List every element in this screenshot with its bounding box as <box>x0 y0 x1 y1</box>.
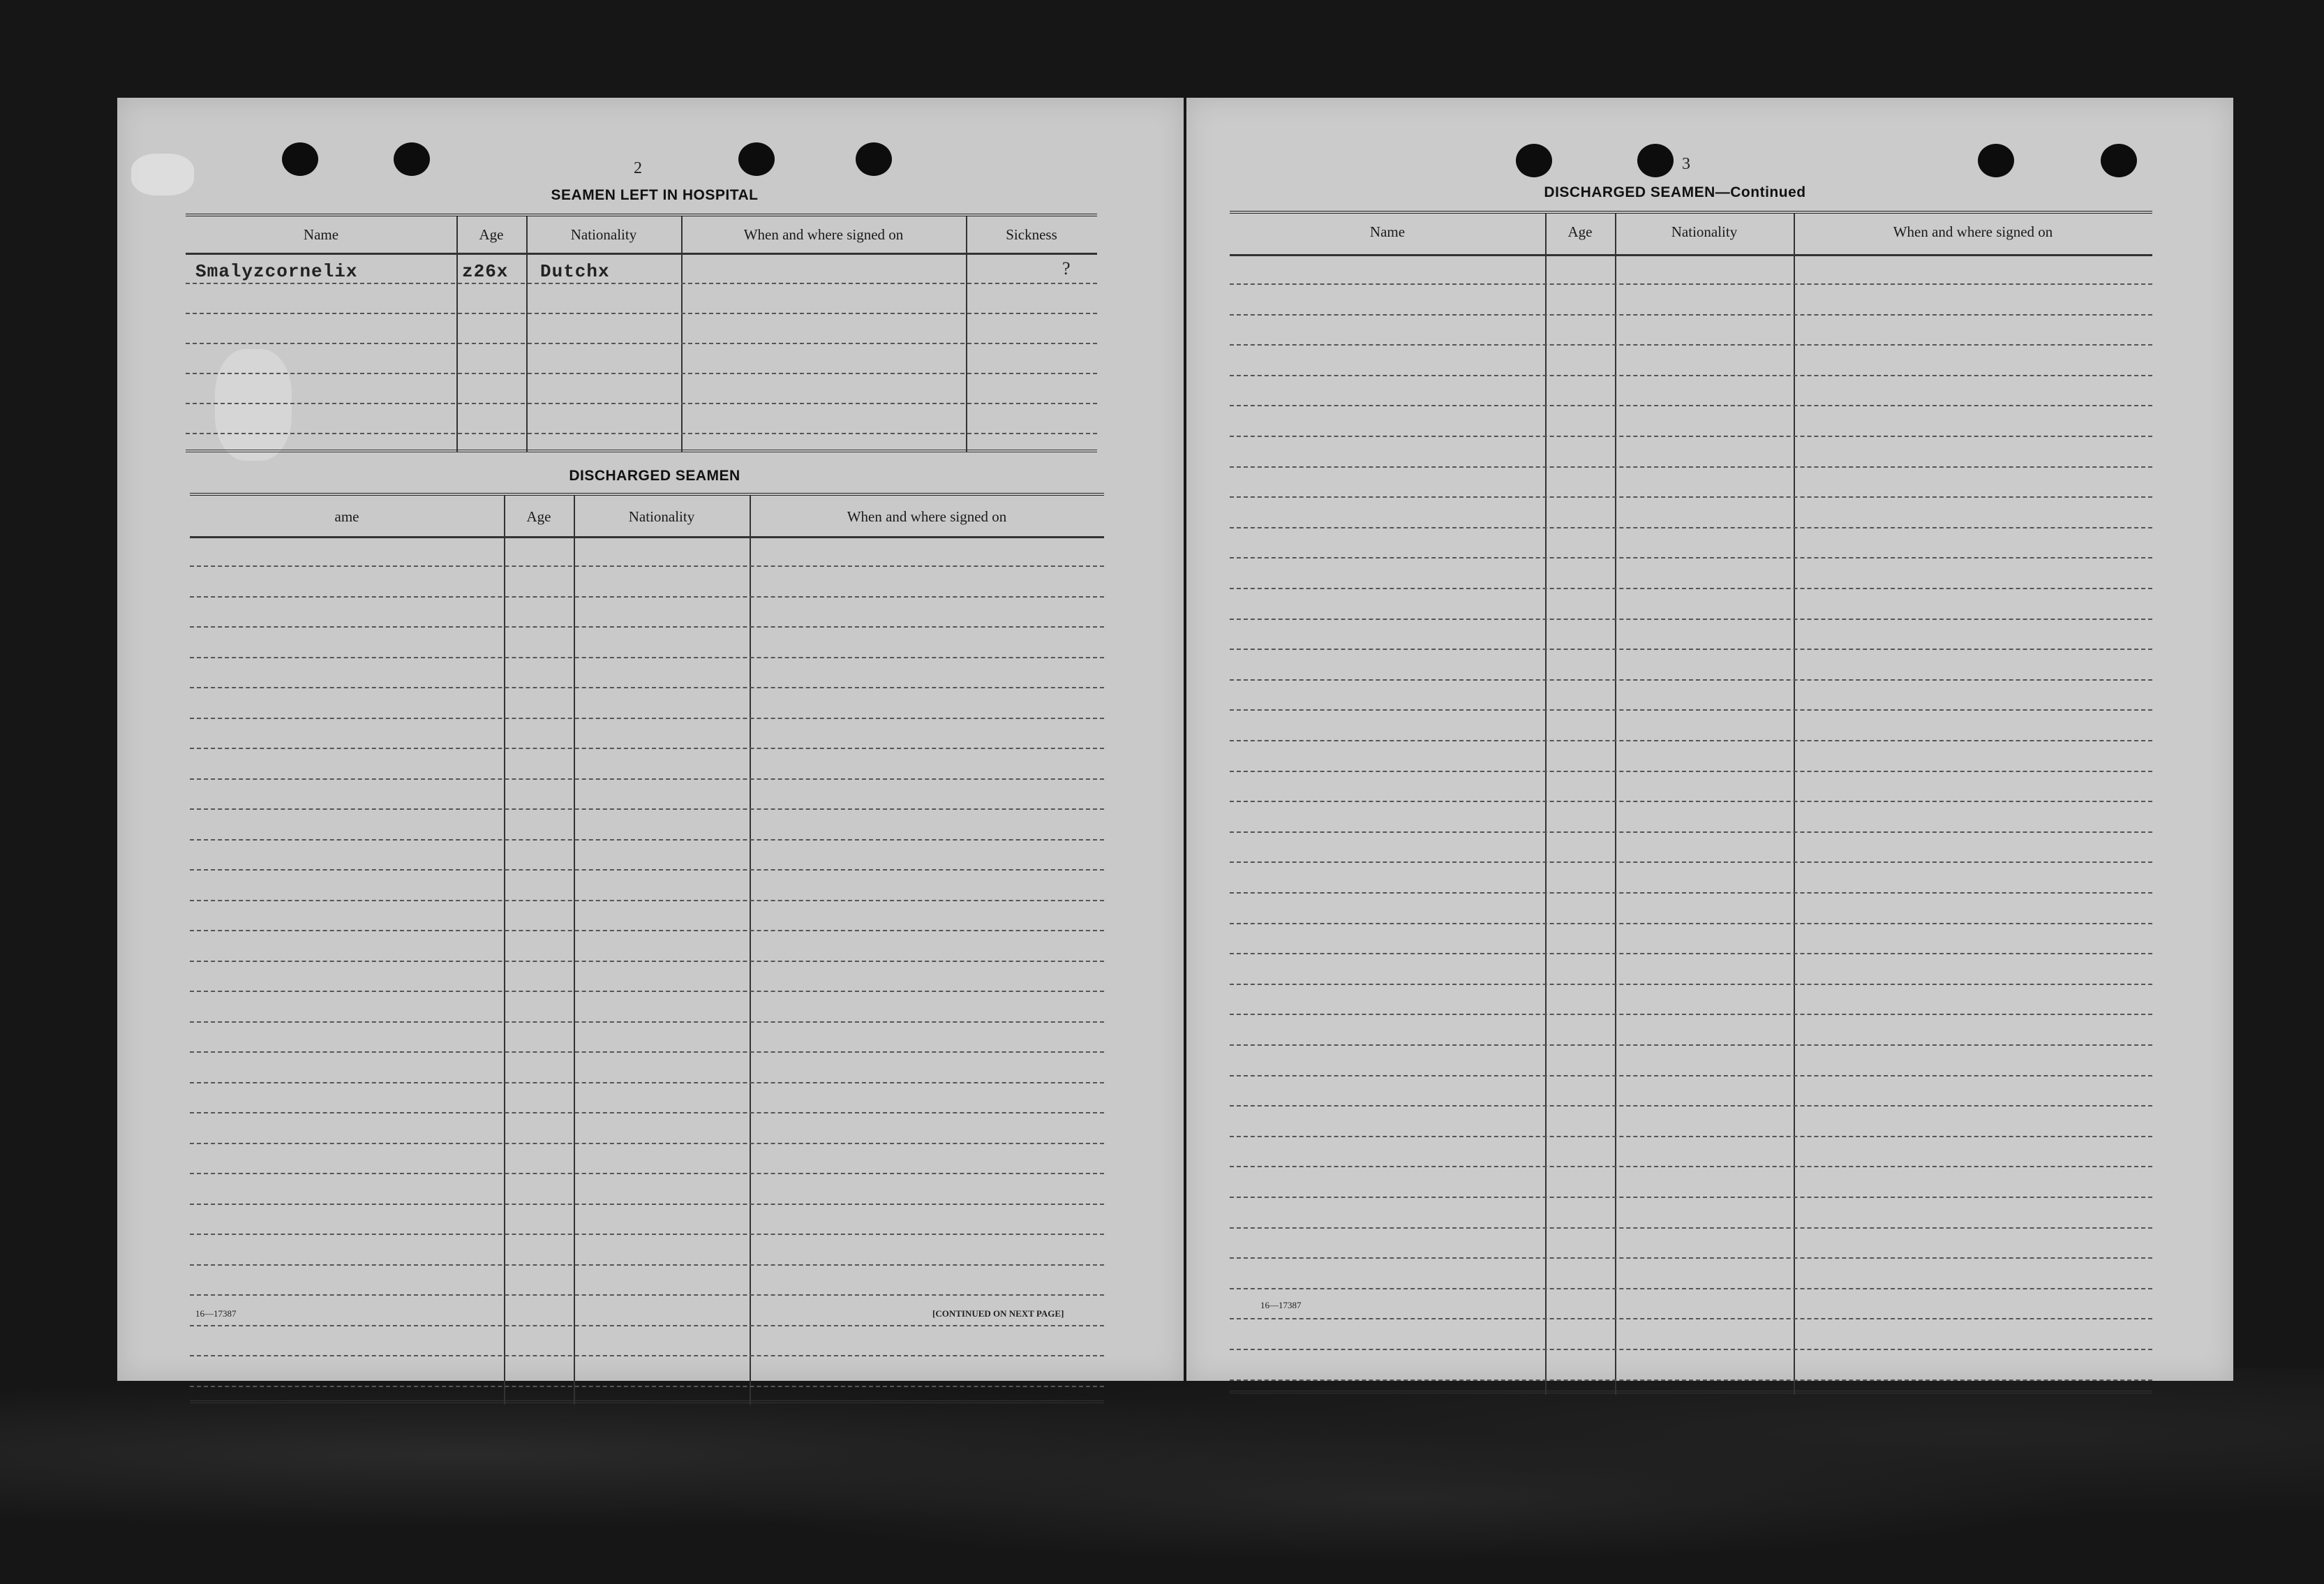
row-rule <box>1230 861 2152 863</box>
column-divider <box>1794 214 1795 1395</box>
column-divider <box>1615 214 1616 1395</box>
table-header <box>186 216 1097 255</box>
row-rule <box>1230 984 2152 985</box>
punch-hole <box>1516 144 1552 177</box>
row-rule <box>190 1264 1104 1266</box>
row-rule <box>190 565 1104 567</box>
row-rule <box>1230 740 2152 741</box>
row-rule <box>190 657 1104 658</box>
row-rule <box>1230 1136 2152 1137</box>
column-divider <box>1545 214 1547 1395</box>
row-rule <box>1230 1227 2152 1229</box>
row-rule <box>190 869 1104 871</box>
row-rule <box>190 1051 1104 1053</box>
column-header-age: Age <box>479 226 504 243</box>
column-divider <box>504 496 505 1405</box>
row-rule <box>190 626 1104 628</box>
row-rule <box>1230 557 2152 558</box>
discharged-table <box>190 493 1104 1405</box>
hospital-entry-nationality: Dutchx <box>540 261 610 282</box>
row-rule <box>1230 771 2152 772</box>
row-rule <box>190 1386 1104 1387</box>
row-rule <box>1230 1044 2152 1046</box>
column-header-nationality: Nationality <box>570 226 637 243</box>
discharged-continued-table <box>1230 211 2152 1395</box>
row-rule <box>1230 831 2152 833</box>
row-rule <box>1230 1288 2152 1289</box>
column-divider <box>574 496 575 1405</box>
page-number: 2 <box>634 159 642 177</box>
row-rule <box>190 1355 1104 1356</box>
form-number: 16—17387 <box>1260 1300 1302 1310</box>
row-rule <box>186 373 1097 374</box>
row-rule <box>1230 496 2152 498</box>
punch-hole <box>738 142 775 176</box>
hospital-table <box>186 214 1097 452</box>
column-header-name: Name <box>1369 223 1406 240</box>
row-rule <box>1230 1075 2152 1076</box>
row-rule <box>190 808 1104 810</box>
table-header <box>190 496 1104 538</box>
row-rule <box>190 1234 1104 1235</box>
row-rule <box>190 1021 1104 1023</box>
row-rule <box>190 1173 1104 1174</box>
row-rule <box>1230 953 2152 954</box>
column-divider <box>681 216 683 452</box>
hospital-section-title: SEAMEN LEFT IN HOSPITAL <box>551 187 759 203</box>
row-rule <box>1230 1197 2152 1198</box>
row-rule <box>1230 801 2152 802</box>
column-divider <box>750 496 751 1405</box>
row-rule <box>1230 1379 2152 1381</box>
row-rule <box>1230 588 2152 589</box>
row-rule <box>190 1143 1104 1144</box>
row-rule <box>186 313 1097 314</box>
row-rule <box>186 343 1097 344</box>
left-page <box>117 98 1184 1381</box>
punch-hole <box>394 142 430 176</box>
row-rule <box>1230 436 2152 437</box>
row-rule <box>1230 709 2152 711</box>
form-number: 16—17387 <box>195 1308 237 1319</box>
column-header-sickness: Sickness <box>1006 226 1057 243</box>
column-header-name: Name <box>303 226 339 243</box>
row-rule <box>190 596 1104 598</box>
column-header-nationality: Nationality <box>628 508 695 525</box>
row-rule <box>190 1112 1104 1113</box>
table-header <box>1230 214 2152 256</box>
row-rule <box>190 687 1104 688</box>
right-page <box>1186 98 2233 1381</box>
row-rule <box>190 961 1104 962</box>
row-rule <box>190 1204 1104 1205</box>
row-rule <box>1230 1318 2152 1319</box>
row-rule <box>1230 619 2152 620</box>
row-rule <box>1230 1257 2152 1259</box>
row-rule <box>1230 314 2152 316</box>
column-header-signed-on: When and where signed on <box>743 226 904 243</box>
table-bottom-rule <box>186 450 1097 452</box>
hospital-entry-name: Smalyzcornelix <box>195 261 358 282</box>
row-rule <box>190 748 1104 749</box>
row-rule <box>186 283 1097 284</box>
continued-note: [CONTINUED ON NEXT PAGE] <box>932 1308 1064 1319</box>
table-bottom-rule <box>190 1400 1104 1403</box>
discharged-section-title: DISCHARGED SEAMEN <box>569 468 740 484</box>
column-header-age: Age <box>1567 223 1593 240</box>
row-rule <box>190 1294 1104 1296</box>
column-divider <box>456 216 458 452</box>
page-number: 3 <box>1682 155 1690 173</box>
row-rule <box>1230 1105 2152 1106</box>
column-divider <box>526 216 528 452</box>
row-rule <box>186 403 1097 404</box>
row-rule <box>1230 892 2152 894</box>
row-rule <box>190 1082 1104 1083</box>
table-bottom-rule <box>1230 1391 2152 1393</box>
hospital-entry-sickness: ? <box>1062 258 1071 279</box>
row-rule <box>1230 1014 2152 1015</box>
row-rule <box>190 1325 1104 1326</box>
column-divider <box>966 216 967 452</box>
row-rule <box>190 778 1104 780</box>
column-header-signed-on: When and where signed on <box>847 508 1007 525</box>
row-rule <box>1230 527 2152 528</box>
row-rule <box>1230 1349 2152 1350</box>
row-rule <box>190 718 1104 719</box>
discharged-continued-title: DISCHARGED SEAMEN—Continued <box>1544 184 1806 200</box>
row-rule <box>1230 405 2152 406</box>
row-rule <box>190 900 1104 901</box>
row-rule <box>1230 466 2152 468</box>
row-rule <box>1230 679 2152 681</box>
hospital-entry-age: z26x <box>462 261 509 282</box>
row-rule <box>190 991 1104 992</box>
punch-hole <box>1978 144 2014 177</box>
punch-hole <box>2101 144 2137 177</box>
column-header-name: ame <box>334 508 359 525</box>
column-header-age: Age <box>526 508 551 525</box>
paper-damage <box>131 154 194 195</box>
punch-hole <box>856 142 892 176</box>
row-rule <box>1230 375 2152 376</box>
column-header-nationality: Nationality <box>1671 223 1738 240</box>
row-rule <box>186 433 1097 434</box>
row-rule <box>1230 344 2152 346</box>
punch-hole <box>282 142 318 176</box>
row-rule <box>1230 283 2152 285</box>
row-rule <box>190 930 1104 931</box>
row-rule <box>1230 923 2152 924</box>
row-rule <box>190 839 1104 841</box>
row-rule <box>1230 649 2152 650</box>
column-header-signed-on: When and where signed on <box>1893 223 2053 240</box>
punch-hole <box>1637 144 1674 177</box>
row-rule <box>1230 1166 2152 1167</box>
